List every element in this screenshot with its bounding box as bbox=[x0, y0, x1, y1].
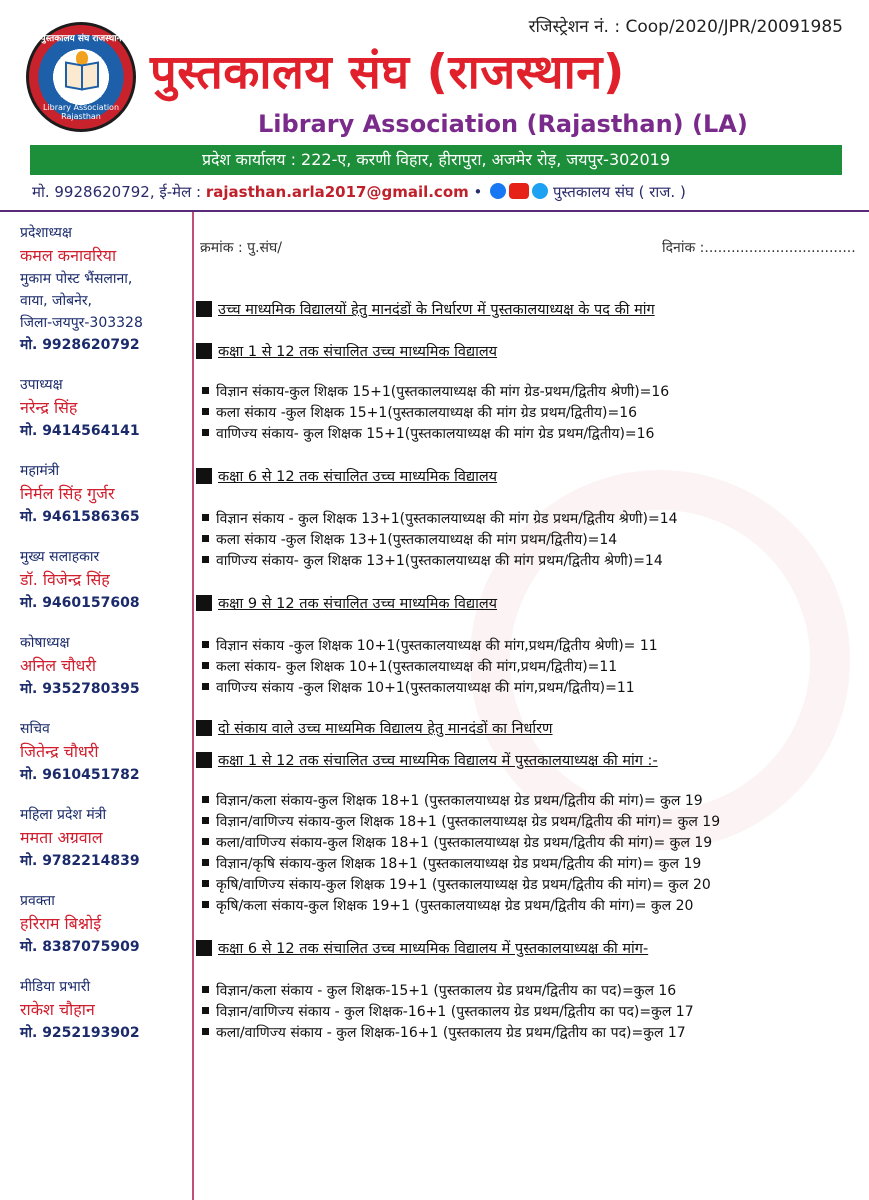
contact-phone: मो. 9928620792, ई-मेल : bbox=[32, 183, 206, 201]
heading-text: कक्षा 6 से 12 तक संचालित उच्च माध्यमिक विद्यालय में पुस्तकालयाध्यक्ष की मांग- bbox=[218, 941, 649, 957]
registration-number: रजिस्ट्रेशन नं. : Coop/2020/JPR/20091985 bbox=[528, 17, 843, 37]
list-item bbox=[196, 530, 856, 551]
list-item-text: कला संकाय -कुल शिक्षक 15+1(पुस्तकालयाध्यक्ष की मांग ग्रेड प्रथम/द्वितीय)=16 bbox=[216, 405, 638, 421]
title-english: Library Association (Rajasthan) (LA) bbox=[258, 110, 748, 138]
title-hindi: पुस्तकालय संघ (राजस्थान) bbox=[150, 45, 625, 100]
bullet-icon bbox=[202, 1007, 209, 1014]
member-address: मुकाम पोस्ट भैंसलाना, वाया, जोबनेर, जिला-जयपुर-303328 bbox=[20, 271, 143, 331]
member-phone: मो. 9928620792 bbox=[20, 337, 140, 353]
list-item bbox=[196, 678, 856, 699]
member-name: हरिराम बिश्नोई bbox=[20, 914, 102, 933]
book-icon bbox=[65, 63, 99, 89]
bullet-icon bbox=[202, 901, 209, 908]
member-phone: मो. 9352780395 bbox=[20, 681, 140, 697]
logo-text-top: पुस्तकालय संघ राजस्थान bbox=[40, 34, 122, 44]
bullet-icon bbox=[202, 1028, 209, 1035]
member-name: राकेश चौहान bbox=[20, 1000, 95, 1019]
member-role: प्रवक्ता bbox=[20, 893, 55, 909]
list-item bbox=[196, 1023, 856, 1044]
list-item-text: वाणिज्य संकाय- कुल शिक्षक 13+1(पुस्तकालयाध्यक्ष की मांग प्रथम/द्वितीय श्रेणी)=14 bbox=[216, 553, 663, 569]
heading-text: कक्षा 9 से 12 तक संचालित उच्च माध्यमिक विद्यालय bbox=[218, 596, 498, 612]
office-bearer bbox=[20, 976, 190, 1044]
member-role: मीडिया प्रभारी bbox=[20, 979, 91, 995]
bullet-icon bbox=[202, 641, 209, 648]
section-heading bbox=[196, 467, 856, 487]
list-item-text: वाणिज्य संकाय- कुल शिक्षक 15+1(पुस्तकालयाध्यक्ष की मांग ग्रेड प्रथम/द्वितीय)=16 bbox=[216, 426, 655, 442]
heading-bullet-icon bbox=[196, 752, 212, 768]
bullet-icon bbox=[202, 796, 209, 803]
twitter-icon[interactable] bbox=[532, 183, 548, 199]
office-bearer bbox=[20, 890, 190, 958]
member-phone: मो. 9782214839 bbox=[20, 853, 140, 869]
email-link[interactable]: rajasthan.arla2017@gmail.com bbox=[205, 183, 469, 201]
list-item bbox=[196, 981, 856, 1002]
bullet-icon bbox=[202, 514, 209, 521]
bullet-icon bbox=[202, 387, 209, 394]
member-name: अनिल चौधरी bbox=[20, 656, 97, 675]
bullet-icon bbox=[202, 662, 209, 669]
bullet-icon bbox=[202, 817, 209, 824]
member-phone: मो. 9252193902 bbox=[20, 1025, 140, 1041]
reference-number: क्रमांक : पु.संघ/ bbox=[200, 240, 282, 256]
member-role: प्रदेशाध्यक्ष bbox=[20, 225, 72, 241]
bullet-icon bbox=[202, 683, 209, 690]
list-item-text: विज्ञान/कृषि संकाय-कुल शिक्षक 18+1 (पुस्तकालयाध्यक्ष ग्रेड प्रथम/द्वितीय की मांग)= कुल 19 bbox=[216, 856, 702, 872]
association-logo bbox=[26, 22, 136, 132]
member-phone: मो. 9460157608 bbox=[20, 595, 140, 611]
list-item-text: कला संकाय -कुल शिक्षक 13+1(पुस्तकालयाध्यक्ष की मांग प्रथम/द्वितीय)=14 bbox=[216, 532, 618, 548]
list-item-text: विज्ञान/वाणिज्य संकाय-कुल शिक्षक 18+1 (पुस्तकालयाध्यक्ष ग्रेड प्रथम/द्वितीय की मांग)= कुल 19 bbox=[216, 814, 721, 830]
date-field: दिनांक :.................................. bbox=[662, 240, 856, 256]
bullet-icon bbox=[202, 535, 209, 542]
bullet-icon bbox=[202, 838, 209, 845]
member-role: सचिव bbox=[20, 721, 50, 737]
member-name: ममता अग्रवाल bbox=[20, 828, 103, 847]
office-address-bar: प्रदेश कार्यालय : 222-ए, करणी विहार, हीरापुरा, अजमेर रोड़, जयपुर-302019 bbox=[30, 145, 842, 175]
list-item-text: कृषि/कला संकाय-कुल शिक्षक 19+1 (पुस्तकालयाध्यक्ष ग्रेड प्रथम/द्वितीय की मांग)= कुल 20 bbox=[216, 898, 694, 914]
section-heading bbox=[196, 719, 856, 739]
office-bearer bbox=[20, 804, 190, 872]
list-item bbox=[196, 382, 856, 403]
office-bearer bbox=[20, 222, 190, 356]
list-item bbox=[196, 509, 856, 530]
logo-text-bottom: Library Association Rajasthan bbox=[42, 103, 120, 121]
section-heading bbox=[196, 594, 856, 614]
list-item bbox=[196, 403, 856, 424]
bullet-icon bbox=[202, 408, 209, 415]
office-bearers-sidebar bbox=[20, 222, 190, 1062]
list-item bbox=[196, 875, 856, 896]
bullet-icon bbox=[202, 556, 209, 563]
list-item bbox=[196, 657, 856, 678]
list-item bbox=[196, 1002, 856, 1023]
member-role: महिला प्रदेश मंत्री bbox=[20, 807, 107, 823]
list-item bbox=[196, 636, 856, 657]
bullet-icon bbox=[202, 859, 209, 866]
facebook-icon[interactable] bbox=[490, 183, 506, 199]
member-phone: मो. 9461586365 bbox=[20, 509, 140, 525]
letter-body bbox=[196, 300, 856, 1044]
heading-bullet-icon bbox=[196, 468, 212, 484]
list-item-text: कला/वाणिज्य संकाय - कुल शिक्षक-16+1 (पुस्तकालय ग्रेड प्रथम/द्वितीय का पद)=कुल 17 bbox=[216, 1025, 686, 1041]
heading-text: दो संकाय वाले उच्च माध्यमिक विद्यालय हेतु मानदंडों का निर्धारण bbox=[218, 721, 553, 737]
section-heading bbox=[196, 300, 856, 320]
contact-line: मो. 9928620792, ई-मेल : rajasthan.arla2017@gmail.com • पुस्तकालय संघ ( राज. ) bbox=[32, 183, 686, 201]
member-role: महामंत्री bbox=[20, 463, 60, 479]
sidebar-divider bbox=[192, 212, 194, 1200]
heading-bullet-icon bbox=[196, 343, 212, 359]
list-item-text: कला संकाय- कुल शिक्षक 10+1(पुस्तकालयाध्यक्ष की मांग,प्रथम/द्वितीय)=11 bbox=[216, 659, 618, 675]
list-item bbox=[196, 551, 856, 572]
list-item bbox=[196, 833, 856, 854]
list-item-text: विज्ञान/कला संकाय - कुल शिक्षक-15+1 (पुस्तकालय ग्रेड प्रथम/द्वितीय का पद)=कुल 16 bbox=[216, 983, 677, 999]
member-role: मुख्य सलाहकार bbox=[20, 549, 100, 565]
member-name: निर्मल सिंह गुर्जर bbox=[20, 484, 115, 503]
list-item-text: विज्ञान/कला संकाय-कुल शिक्षक 18+1 (पुस्तकालयाध्यक्ष ग्रेड प्रथम/द्वितीय की मांग)= कुल 19 bbox=[216, 793, 703, 809]
office-bearer bbox=[20, 718, 190, 786]
heading-text: कक्षा 1 से 12 तक संचालित उच्च माध्यमिक विद्यालय bbox=[218, 344, 498, 360]
list-item bbox=[196, 424, 856, 445]
heading-text: कक्षा 6 से 12 तक संचालित उच्च माध्यमिक विद्यालय bbox=[218, 469, 498, 485]
social-label: पुस्तकालय संघ ( राज. ) bbox=[552, 183, 686, 201]
list-item-text: कला/वाणिज्य संकाय-कुल शिक्षक 18+1 (पुस्तकालयाध्यक्ष ग्रेड प्रथम/द्वितीय की मांग)= कुल 19 bbox=[216, 835, 713, 851]
list-item-text: वाणिज्य संकाय -कुल शिक्षक 10+1(पुस्तकालयाध्यक्ष की मांग,प्रथम/द्वितीय)=11 bbox=[216, 680, 635, 696]
list-item-text: विज्ञान संकाय -कुल शिक्षक 10+1(पुस्तकालयाध्यक्ष की मांग,प्रथम/द्वितीय श्रेणी)= 11 bbox=[216, 638, 658, 654]
member-name: जितेन्द्र चौधरी bbox=[20, 742, 99, 761]
bullet-icon bbox=[202, 429, 209, 436]
list-item-text: विज्ञान/वाणिज्य संकाय - कुल शिक्षक-16+1 (पुस्तकालय ग्रेड प्रथम/द्वितीय का पद)=कुल 17 bbox=[216, 1004, 694, 1020]
member-name: कमल कनावरिया bbox=[20, 246, 117, 265]
heading-bullet-icon bbox=[196, 720, 212, 736]
heading-bullet-icon bbox=[196, 301, 212, 317]
member-role: कोषाध्यक्ष bbox=[20, 635, 70, 651]
header-divider bbox=[0, 210, 869, 212]
section-heading bbox=[196, 939, 856, 959]
office-bearer bbox=[20, 460, 190, 528]
bullet-icon bbox=[202, 880, 209, 887]
section-heading bbox=[196, 751, 856, 771]
list-item bbox=[196, 812, 856, 833]
heading-bullet-icon bbox=[196, 595, 212, 611]
heading-bullet-icon bbox=[196, 940, 212, 956]
member-name: नरेन्द्र सिंह bbox=[20, 398, 78, 417]
office-bearer bbox=[20, 632, 190, 700]
list-item-text: विज्ञान संकाय - कुल शिक्षक 13+1(पुस्तकालयाध्यक्ष की मांग ग्रेड प्रथम/द्वितीय श्रेणी)=14 bbox=[216, 511, 678, 527]
member-phone: मो. 9414564141 bbox=[20, 423, 140, 439]
list-item-text: विज्ञान संकाय-कुल शिक्षक 15+1(पुस्तकालयाध्यक्ष की मांग ग्रेड-प्रथम/द्वितीय श्रेणी)=16 bbox=[216, 384, 670, 400]
youtube-icon[interactable] bbox=[509, 183, 529, 199]
list-item bbox=[196, 791, 856, 812]
member-phone: मो. 8387075909 bbox=[20, 939, 140, 955]
office-bearer bbox=[20, 546, 190, 614]
list-item bbox=[196, 854, 856, 875]
member-role: उपाध्यक्ष bbox=[20, 377, 63, 393]
section-heading bbox=[196, 342, 856, 362]
office-bearer bbox=[20, 374, 190, 442]
heading-text: उच्च माध्यमिक विद्यालयों हेतु मानदंडों के निर्धारण में पुस्तकालयाध्यक्ष के पद की मांग bbox=[218, 302, 655, 318]
member-phone: मो. 9610451782 bbox=[20, 767, 140, 783]
list-item bbox=[196, 896, 856, 917]
bullet-icon bbox=[202, 986, 209, 993]
member-name: डॉ. विजेन्द्र सिंह bbox=[20, 570, 110, 589]
heading-text: कक्षा 1 से 12 तक संचालित उच्च माध्यमिक विद्यालय में पुस्तकालयाध्यक्ष की मांग :- bbox=[218, 753, 658, 769]
list-item-text: कृषि/वाणिज्य संकाय-कुल शिक्षक 19+1 (पुस्तकालयाध्यक्ष ग्रेड प्रथम/द्वितीय की मांग)= कुल 20 bbox=[216, 877, 711, 893]
